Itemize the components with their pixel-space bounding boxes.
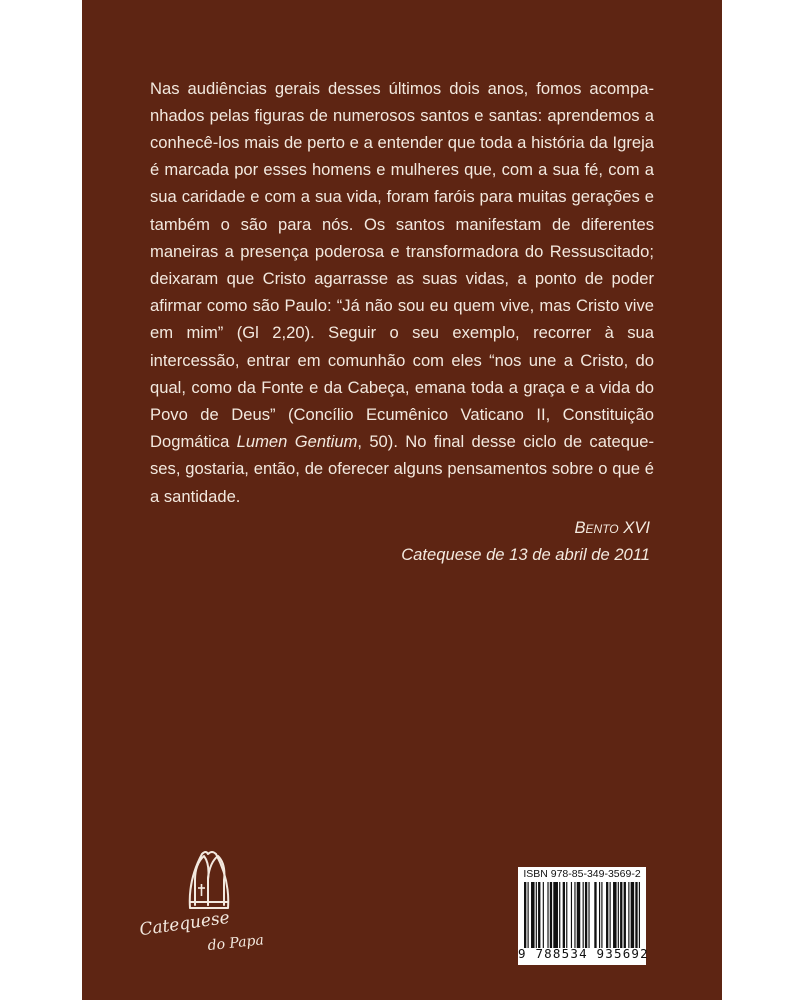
barcode-bar [543, 882, 544, 948]
barcode-bar [553, 882, 558, 948]
barcode-bar [524, 882, 526, 948]
signature [401, 514, 650, 568]
barcode-bar [566, 882, 567, 948]
barcode-bar [536, 882, 537, 948]
barcode-bar [631, 882, 635, 948]
barcode-bars [524, 882, 640, 948]
barcode-bar [574, 882, 575, 948]
barcode-bar [550, 882, 552, 948]
barcode-bar [538, 882, 540, 948]
barcode-bar [547, 882, 548, 948]
blurb-part-2: , 50). No final desse ciclo de catequeses, gostaria, então, de oferecer alguns pensamentos sobre o que é a santidade. [150, 432, 654, 506]
logo-line-2: do Papa [206, 932, 265, 955]
mitre-icon [138, 850, 278, 960]
barcode-bar [559, 882, 560, 948]
barcode-bar [639, 882, 640, 948]
barcode-bar [585, 882, 587, 948]
blurb-part-1: Nas audiências gerais desses últimos dois anos, fomos acompanhados pelas figuras de numerosos santos e santas: aprendemos a conhecê-los mais de perto e a entender que toda a história da Igreja é marcada por esses homens e mulheres que, com a sua fé, com a sua caridade e com a sua vida, foram faróis para muitas gerações e também o são para nós. Os santos manifestam de diferentes maneiras a presença poderosa e transformadora do Ressuscitado; deixaram que Cristo agarrasse as suas vidas, a ponto de poder afirmar como são Paulo: “Já não sou eu quem vive, mas Cristo vive em mim” (Gl 2,20). Seguir o seu exemplo, recorrer à sua intercessão, entrar em comunhão com eles “nos une a Cristo, do qual, como da Fonte e da Cabeça, emana toda a graça e a vida do Povo de Deus” (Concílio Ecumênico Vaticano II, Constituição Dogmática [150, 78, 654, 452]
barcode-bar [624, 882, 626, 948]
barcode-bar [601, 882, 602, 948]
barcode-bar [583, 882, 584, 948]
back-cover [82, 0, 722, 1000]
isbn-barcode [518, 867, 649, 965]
barcode-bar [635, 882, 637, 948]
barcode-bar [618, 882, 619, 948]
barcode-bar [588, 882, 589, 948]
series-logo [138, 850, 278, 960]
barcode-bar [599, 882, 600, 948]
barcode-bar [528, 882, 529, 948]
barcode-bar [610, 882, 611, 948]
barcode-bar [594, 882, 596, 948]
barcode-bar [628, 882, 629, 948]
barcode-bar [571, 882, 572, 948]
blurb-italic-title: Lumen Gentium [236, 432, 358, 452]
barcode-digits: 9 788534 935692 [518, 946, 649, 961]
signature-author: Bento XVI [574, 518, 650, 537]
barcode-bar [531, 882, 535, 948]
signature-source: Catequese de 13 de abril de 2011 [401, 545, 650, 564]
blurb-text [150, 75, 654, 510]
logo-line-1: Catequese [138, 907, 231, 941]
barcode-bar [577, 882, 581, 948]
barcode-bar [563, 882, 565, 948]
barcode-bar [620, 882, 622, 948]
barcode-bar [613, 882, 617, 948]
isbn-label: ISBN 978-85-349-3569-2 [523, 868, 641, 880]
barcode-bar [606, 882, 608, 948]
